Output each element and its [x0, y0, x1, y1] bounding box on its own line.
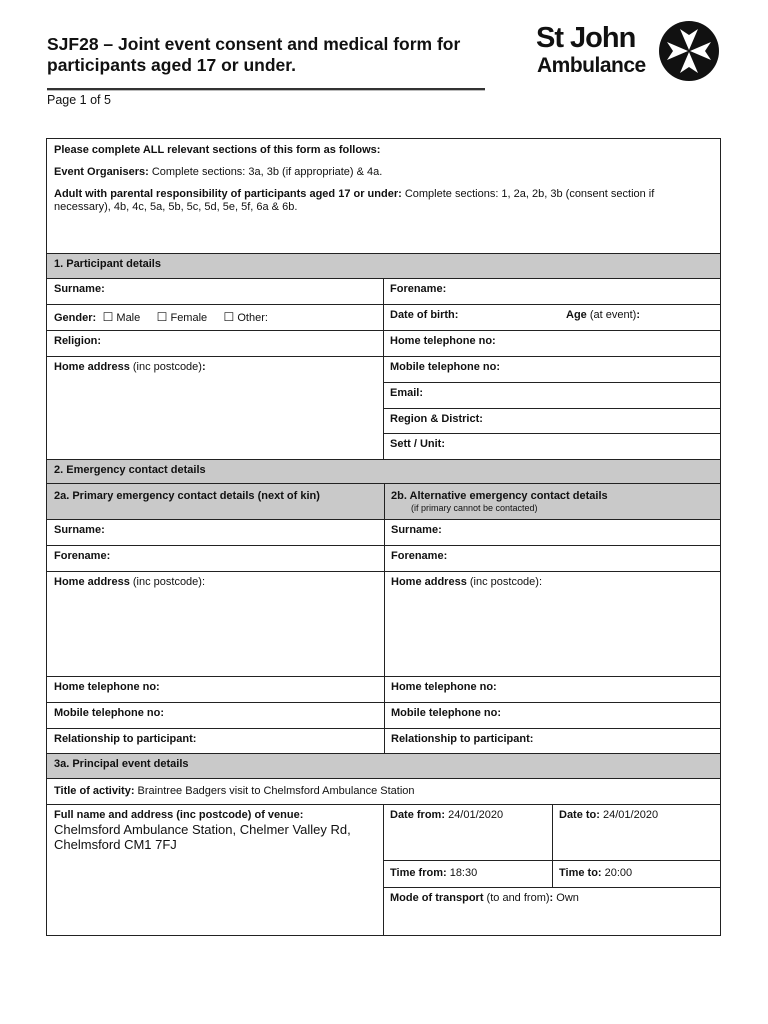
participant-surname-field[interactable]: Surname:	[47, 278, 383, 304]
parent-instruction: Adult with parental responsibility of participants aged 17 or under: Complete sections: 1, 2a, 2b, 3b (consent section if necessary), 4b, 4c, 5a, 5b, 5c, 5d, 5e, 5f, 6a & 6b.	[54, 188, 655, 213]
instructions-cell	[47, 139, 720, 253]
logo-text-line1: St John	[536, 22, 636, 54]
primary-contact-surname-field[interactable]: Surname:	[47, 519, 384, 545]
transport-field[interactable]: Mode of transport (to and from): Own	[383, 887, 720, 935]
section2b-header: 2b. Alternative emergency contact details (if primary cannot be contacted)	[384, 483, 720, 519]
date-to-field[interactable]: Date to: 24/01/2020	[552, 804, 720, 860]
participant-home-address-field[interactable]: Home address (inc postcode):	[47, 356, 383, 459]
section1-divider	[383, 278, 384, 459]
other-checkbox[interactable]: ☐	[210, 310, 235, 324]
section3a-header: 3a. Principal event details	[47, 753, 720, 778]
gender-field: Gender: ☐ Male ☐ Female ☐ Other:	[47, 304, 383, 330]
female-checkbox[interactable]: ☐	[143, 310, 168, 324]
time-from-field[interactable]: Time from: 18:30	[383, 860, 552, 887]
participant-home-telephone-field[interactable]: Home telephone no:	[383, 330, 720, 356]
venue-label: Full name and address (inc postcode) of venue:	[54, 809, 304, 821]
alternative-contact-surname-field[interactable]: Surname:	[384, 519, 720, 545]
venue-address-line2: Chelmsford CM1 7FJ	[54, 837, 177, 852]
section2-divider	[384, 483, 385, 753]
primary-contact-mobile-field[interactable]: Mobile telephone no:	[47, 702, 384, 728]
alternative-contact-mobile-field[interactable]: Mobile telephone no:	[384, 702, 720, 728]
primary-contact-forename-field[interactable]: Forename:	[47, 545, 384, 571]
participant-email-field[interactable]: Email:	[383, 382, 720, 408]
time-to-field[interactable]: Time to: 20:00	[552, 860, 720, 887]
venue-address-line1: Chelmsford Ambulance Station, Chelmer Valley Rd,	[54, 822, 351, 837]
alternative-contact-home-telephone-field[interactable]: Home telephone no:	[384, 676, 720, 702]
logo-text-line2: Ambulance	[537, 54, 646, 77]
form-table	[46, 138, 721, 936]
primary-contact-relationship-field[interactable]: Relationship to participant:	[47, 728, 384, 753]
primary-contact-address-field[interactable]: Home address (inc postcode):	[47, 571, 384, 676]
participant-mobile-telephone-field[interactable]: Mobile telephone no:	[383, 356, 720, 382]
maltese-cross-icon	[658, 20, 720, 82]
activity-title-field[interactable]: Title of activity: Braintree Badgers visit to Chelmsford Ambulance Station	[47, 778, 720, 804]
venue-field[interactable]	[47, 804, 383, 935]
male-checkbox[interactable]: ☐	[99, 310, 114, 324]
alternative-contact-address-field[interactable]: Home address (inc postcode):	[384, 571, 720, 676]
section3a-divider	[383, 804, 384, 935]
form-title: SJF28 – Joint event consent and medical form for participants aged 17 or under.	[47, 34, 461, 75]
alternative-contact-forename-field[interactable]: Forename:	[384, 545, 720, 571]
age-field[interactable]: Age (at event):	[559, 304, 720, 330]
participant-forename-field[interactable]: Forename:	[383, 278, 720, 304]
instructions-heading: Please complete ALL relevant sections of this form as follows:	[54, 144, 381, 156]
st-john-ambulance-logo	[536, 20, 722, 82]
religion-field[interactable]: Religion:	[47, 330, 383, 356]
sett-unit-field[interactable]: Sett / Unit:	[383, 433, 720, 459]
page-number: Page 1 of 5	[47, 93, 111, 107]
date-of-birth-field[interactable]: Date of birth:	[383, 304, 559, 330]
section2a-header: 2a. Primary emergency contact details (next of kin)	[47, 483, 384, 519]
section3a-divider-2	[552, 804, 553, 887]
title-divider	[47, 88, 485, 90]
primary-contact-home-telephone-field[interactable]: Home telephone no:	[47, 676, 384, 702]
region-district-field[interactable]: Region & District:	[383, 408, 720, 433]
section2-header: 2. Emergency contact details	[47, 459, 720, 483]
alternative-contact-relationship-field[interactable]: Relationship to participant:	[384, 728, 720, 753]
organisers-instruction: Event Organisers: Complete sections: 3a, 3b (if appropriate) & 4a.	[54, 166, 383, 178]
section1-header: 1. Participant details	[47, 253, 720, 278]
date-from-field[interactable]: Date from: 24/01/2020	[383, 804, 552, 860]
